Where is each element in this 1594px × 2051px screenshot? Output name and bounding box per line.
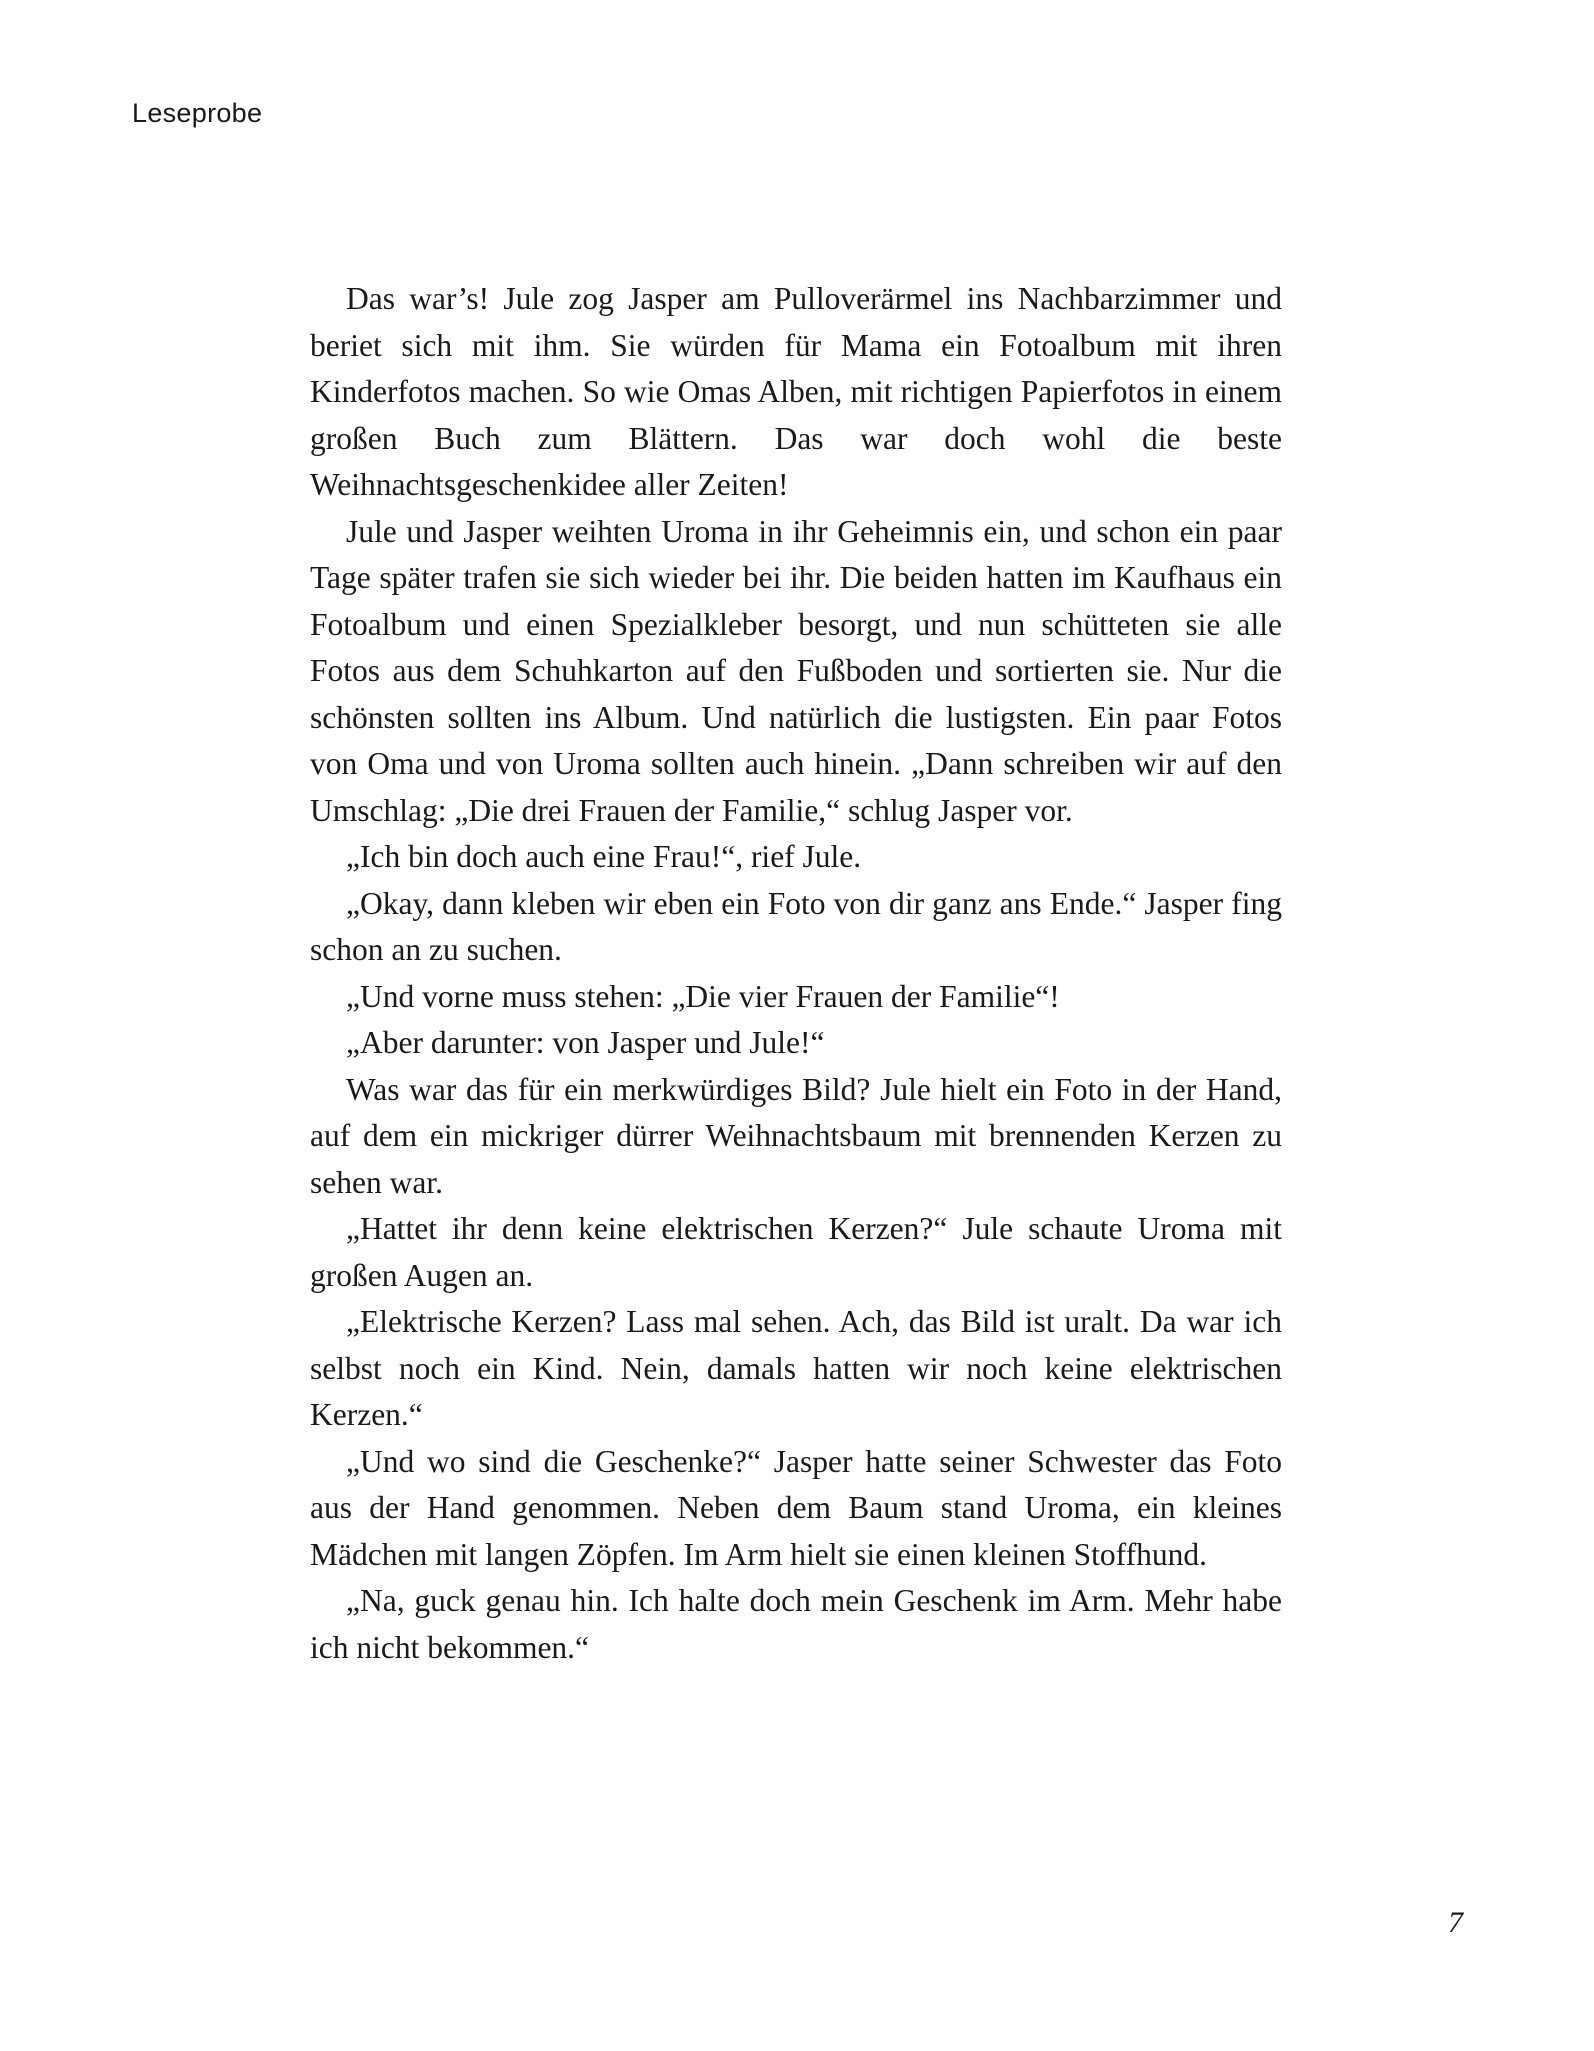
- paragraph: „Aber darunter: von Jasper und Jule!“: [346, 1025, 825, 1060]
- paragraph: „Ich bin doch auch eine Frau!“, rief Jule.: [346, 839, 862, 874]
- paragraph: „Und vorne muss stehen: „Die vier Frauen der Familie“!: [346, 978, 1060, 1014]
- paragraph: „Na, guck genau hin. Ich halte doch mein Geschenk im Arm. Mehr habe ich nicht bekommen.“: [310, 1583, 1282, 1665]
- paragraph: „Hattet ihr denn keine elektrischen Kerzen?“ Jule schaute Uroma mit großen Augen an.: [310, 1211, 1282, 1293]
- page-number: 7: [1448, 1906, 1463, 1939]
- paragraph: Jule und Jasper weihten Uroma in ihr Geheimnis ein, und schon ein paar Tage später trafen sie sich wieder bei ihr. Die beiden hatten im Kaufhaus ein Fotoalbum und einen Spezialkleber besorgt, und nun schütteten sie alle Fotos aus dem Schuhkarton auf den Fußboden und sortierten sie. Nur die schönsten sollten ins Album. Und natürlich die lustigsten. Ein paar Fotos von Oma und von Uroma sollten auch hinein. „Dann schreiben wir auf den Umschlag: „Die drei Frauen der Familie,“ schlug Jasper vor.: [310, 513, 1282, 828]
- paragraph: Was war das für ein merkwürdiges Bild? Jule hielt ein Foto in der Hand, auf dem ein mickriger dürrer Weihnachtsbaum mit brennenden Kerzen zu sehen war.: [310, 1071, 1282, 1200]
- paragraph: „Elektrische Kerzen? Lass mal sehen. Ach, das Bild ist uralt. Da war ich selbst noch ein Kind. Nein, damals hatten wir noch keine elektrischen Kerzen.“: [310, 1304, 1282, 1432]
- paragraph: „Okay, dann kleben wir eben ein Foto von dir ganz ans Ende.“ Jasper fing schon an zu suchen.: [310, 885, 1282, 967]
- paragraph: Das war’s! Jule zog Jasper am Pulloverärmel ins Nachbarzimmer und beriet sich mit ihm. Sie würden für Mama ein Fotoalbum mit ihren Kinderfotos machen. So wie Omas Alben, mit richtigen Papierfotos in einem großen Buch zum Blättern. Das war doch wohl die beste Weihnachtsgeschenkidee aller Zeiten!: [310, 281, 1282, 502]
- paragraph: „Und wo sind die Geschenke?“ Jasper hatte seiner Schwester das Foto aus der Hand genommen. Neben dem Baum stand Uroma, ein kleines Mädchen mit langen Zöpfen. Im Arm hielt sie einen kleinen Stoffhund.: [310, 1443, 1282, 1572]
- header-label: Leseprobe: [132, 98, 263, 128]
- body-text: [310, 276, 1282, 1671]
